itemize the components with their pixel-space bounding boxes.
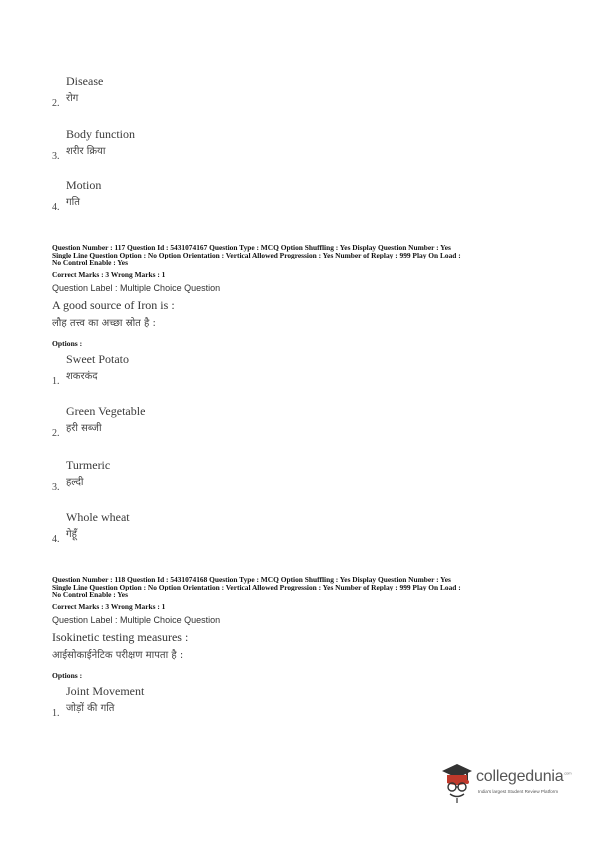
option-hindi: रोग bbox=[66, 93, 79, 104]
question-117-text: A good source of Iron is : bbox=[52, 298, 175, 312]
option-number: 2. bbox=[52, 428, 60, 439]
option-number: 3. bbox=[52, 482, 60, 493]
question-118-text: Isokinetic testing measures : bbox=[52, 630, 189, 644]
meta-line: Single Line Question Option : No Option Orientation : Vertical Allowed Progression : Yes Number of Replay : 999 Play On Load : bbox=[52, 251, 461, 260]
option-number: 2. bbox=[52, 98, 60, 109]
meta-line: Question Number : 118 Question Id : 5431074168 Question Type : MCQ Option Shuffling : Yes Display Question Number : Yes bbox=[52, 576, 451, 584]
question-117-meta bbox=[52, 244, 547, 267]
question-117-marks: Correct Marks : 3 Wrong Marks : 1 bbox=[52, 270, 166, 279]
question-117-label: Question Label : Multiple Choice Question bbox=[52, 283, 221, 293]
option-number: 4. bbox=[52, 534, 60, 545]
option-hindi: गति bbox=[66, 197, 80, 208]
option-hindi: शरीर क्रिया bbox=[66, 146, 106, 157]
option-number: 3. bbox=[52, 151, 60, 162]
option-english: Disease bbox=[66, 74, 104, 88]
option-number: 4. bbox=[52, 202, 60, 213]
meta-line: No Control Enable : Yes bbox=[52, 591, 128, 599]
question-118-text-hindi: आईसोकाईनेटिक परीक्षण मापता है : bbox=[52, 650, 184, 661]
question-118-meta bbox=[52, 576, 547, 599]
option-english: Body function bbox=[66, 127, 135, 141]
collegedunia-logo bbox=[440, 762, 580, 806]
graduate-mascot-icon bbox=[440, 762, 474, 804]
option-english: Turmeric bbox=[66, 458, 111, 472]
meta-line: Question Number : 117 Question Id : 5431074167 Question Type : MCQ Option Shuffling : Yes Display Question Number : Yes bbox=[52, 244, 451, 252]
option-english: Whole wheat bbox=[66, 510, 130, 524]
option-hindi: शकरकंद bbox=[66, 371, 98, 382]
option-english: Green Vegetable bbox=[66, 404, 146, 418]
option-hindi: जोड़ों की गति bbox=[66, 703, 115, 714]
option-number: 1. bbox=[52, 376, 60, 387]
logo-brand: collegedunia$^{.com}$ bbox=[476, 768, 572, 785]
logo-tagline: India's largest Student Review Platform bbox=[478, 789, 559, 794]
question-117-options-label: Options : bbox=[52, 339, 83, 348]
option-english: Motion bbox=[66, 178, 102, 192]
question-118-marks: Correct Marks : 3 Wrong Marks : 1 bbox=[52, 602, 166, 611]
option-hindi: गेहूँ bbox=[66, 529, 77, 540]
option-english: Joint Movement bbox=[66, 684, 145, 698]
question-118-options-label: Options : bbox=[52, 671, 83, 680]
option-number: 1. bbox=[52, 708, 60, 719]
meta-line: No Control Enable : Yes bbox=[52, 259, 128, 267]
meta-line: Single Line Question Option : No Option Orientation : Vertical Allowed Progression : Yes Number of Replay : 999 Play On Load : bbox=[52, 583, 461, 592]
option-hindi: हरी सब्जी bbox=[66, 423, 102, 434]
question-117-text-hindi: लौह तत्त्व का अच्छा स्रोत है : bbox=[52, 318, 156, 329]
option-english: Sweet Potato bbox=[66, 352, 129, 366]
option-hindi: हल्दी bbox=[66, 477, 84, 488]
question-118-label: Question Label : Multiple Choice Question bbox=[52, 615, 221, 625]
